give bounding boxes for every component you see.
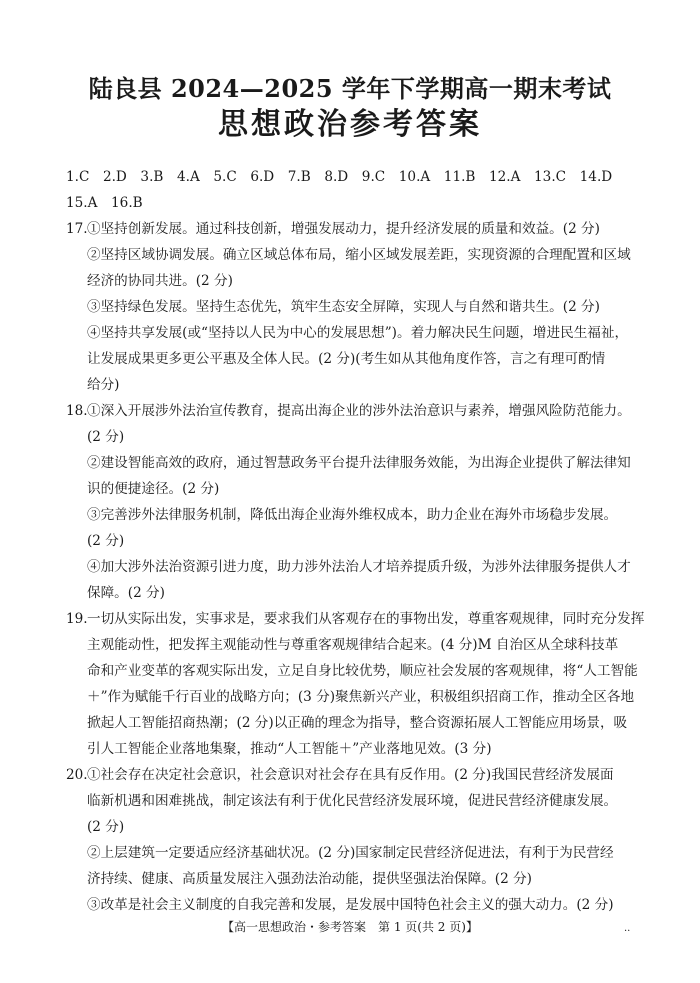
answer-line: ②坚持区域协调发展。确立区域总体布局，缩小区域发展差距，实现资源的合理配置和区域: [87, 247, 631, 263]
question-19: [66, 606, 645, 762]
answer-line: 经济的协同共进。(2 分): [87, 273, 233, 289]
question-number: 20.: [66, 767, 88, 783]
question-18: [66, 398, 638, 606]
answer-line: ①深入开展涉外法治宣传教育，提高出海企业的涉外法治意识与素养，增强风险防范能力。: [87, 403, 631, 419]
answer-line: 临新机遇和困难挑战，制定该法有利于优化民营经济发展环境，促进民营经济健康发展。: [87, 793, 618, 809]
answer-body: [66, 164, 645, 918]
answer-line: 命和产业变革的客观实际出发，立足自身比较优势，顺应社会发展的客观规律，将“人工智能: [87, 663, 638, 679]
answer-line: 济持续、健康、高质量发展注入强劲法治动能，提供坚强法治保障。(2 分): [87, 871, 532, 887]
answer-line: 识的便捷途径。(2 分): [87, 481, 220, 497]
answer-line: (2 分): [87, 429, 125, 445]
answer-line: ②建设智能高效的政府，通过智慧政务平台提升法律服务效能，为出海企业提供了解法律知: [87, 455, 631, 471]
choice-answers-line-1: 1.C 2.D 3.B 4.A 5.C 6.D 7.B 8.D 9.C 10.A 11.B 12.A 13.C 14.D: [66, 169, 613, 185]
answer-line: 保障。(2 分): [87, 585, 165, 601]
question-number: 17.: [66, 221, 88, 237]
answer-line: ④加大涉外法治资源引进力度，助力涉外法治人才培养提质升级，为涉外法律服务提供人才: [87, 559, 631, 575]
answer-line: ③改革是社会主义制度的自我完善和发展，是发展中国特色社会主义的强大动力。(2 分): [87, 897, 614, 913]
question-20: [66, 762, 638, 918]
answer-line: ④坚持共享发展(或“坚持以人民为中心的发展思想”)。着力解决民生问题，增进民生福祉，: [87, 325, 629, 341]
answer-line: 引人工智能企业落地集聚，推动“人工智能＋”产业落地见效。(3 分): [87, 741, 492, 757]
question-number: 19.: [66, 611, 88, 627]
answer-line: 主观能动性，把发挥主观能动性与尊重客观规律结合起来。(4 分)M 自治区从全球科技革: [87, 637, 619, 653]
answer-line: ①社会存在决定社会意识，社会意识对社会存在具有反作用。(2 分)我国民营经济发展面: [87, 767, 614, 783]
answer-line: ③完善涉外法律服务机制，降低出海企业海外维权成本，助力企业在海外市场稳步发展。: [87, 507, 618, 523]
answer-line: 给分): [87, 377, 120, 393]
exam-title: 陆良县 2024—2025 学年下学期高一期末考试: [88, 74, 612, 103]
exam-subtitle: 思想政治参考答案: [218, 107, 482, 142]
answer-line: (2 分): [87, 533, 125, 549]
answer-line: ③坚持绿色发展。坚持生态优先，筑牢生态安全屏障，实现人与自然和谐共生。(2 分): [87, 299, 600, 315]
answer-line: ①坚持创新发展。通过科技创新，增强发展动力，提升经济发展的质量和效益。(2 分): [87, 221, 600, 237]
answer-line: ＋”作为赋能千行百业的战略方向；(3 分)聚焦新兴产业，积极组织招商工作，推动全区各地: [87, 689, 635, 705]
answer-line: 让发展成果更多更公平惠及全体人民。(2 分)(考生如从其他角度作答，言之有理可酌情: [87, 351, 606, 367]
question-17: [66, 216, 638, 398]
question-number: 18.: [66, 403, 88, 419]
answer-line: 掀起人工智能招商热潮；(2 分)以正确的理念为指导，整合资源拓展人工智能应用场景，吸: [87, 715, 628, 731]
page-footer: 【高一思想政治・参考答案 第 1 页(共 2 页)】: [222, 920, 478, 934]
answer-line: ②上层建筑一定要适应经济基础状况。(2 分)国家制定民营经济促进法，有利于为民营经: [87, 845, 614, 861]
corner-mark: ..: [624, 923, 631, 934]
choice-answers-line-2: 15.A 16.B: [66, 195, 143, 211]
answer-line: 一切从实际出发，实事求是，要求我们从客观存在的事物出发，尊重客观规律，同时充分发挥: [87, 611, 645, 627]
answer-line: (2 分): [87, 819, 125, 835]
